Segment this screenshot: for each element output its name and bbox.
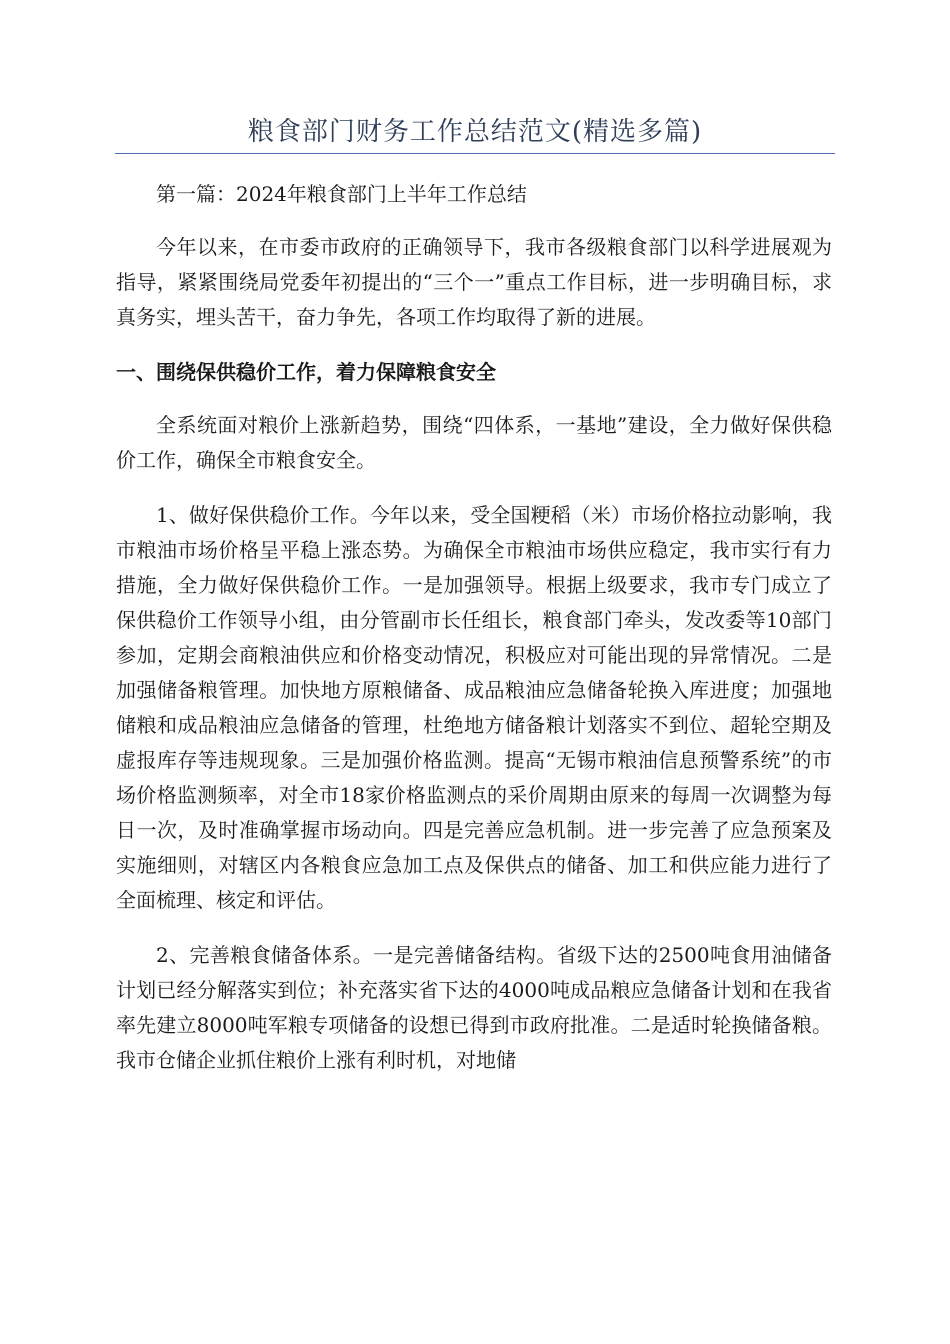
item-1-paragraph: 1、做好保供稳价工作。今年以来，受全国粳稻（米）市场价格拉动影响，我市粮油市场价格呈平稳上涨态势。为确保全市粮油市场供应稳定，我市实行有力措施，全力做好保供稳价工作。一是加强领导。根据上级要求，我市专门成立了保供稳价工作领导小组，由分管副市长任组长，粮食部门牵头，发改委等10部门参加，定期会商粮油供应和价格变动情况，积极应对可能出现的异常情况。二是加强储备粮管理。加快地方原粮储备、成品粮油应急储备轮换入库进度；加强地储粮和成品粮油应急储备的管理，杜绝地方储备粮计划落实不到位、超轮空期及虚报库存等违规现象。三是加强价格监测。提高“无锡市粮油信息预警系统”的市场价格监测频率，对全市18家价格监测点的采价周期由原来的每周一次调整为每日一次，及时准确掌握市场动向。四是完善应急机制。进一步完善了应急预案及实施细则，对辖区内各粮食应急加工点及保供点的储备、加工和供应能力进行了全面梳理、核定和评估。 (116, 503, 832, 912)
chapter-title: 第一篇：2024年粮食部门上半年工作总结 (156, 182, 527, 206)
document-body (116, 177, 832, 1078)
item-2-paragraph: 2、完善粮食储备体系。一是完善储备结构。省级下达的2500吨食用油储备计划已经分解落实到位；补充落实省下达的4000吨成品粮应急储备计划和在我省率先建立8000吨军粮专项储备的设想已得到市政府批准。二是适时轮换储备粮。我市仓储企业抓住粮价上涨有利时机，对地储 (116, 943, 832, 1072)
section-intro-paragraph: 全系统面对粮价上涨新趋势，围绕“四体系，一基地”建设，全力做好保供稳价工作，确保全市粮食安全。 (116, 413, 832, 472)
section-heading: 一、围绕保供稳价工作，着力保障粮食安全 (116, 360, 496, 384)
title-underline (115, 153, 835, 154)
intro-paragraph: 今年以来，在市委市政府的正确领导下，我市各级粮食部门以科学进展观为指导，紧紧围绕局党委年初提出的“三个一”重点工作目标，进一步明确目标，求真务实，埋头苦干，奋力争先，各项工作均取得了新的进展。 (116, 235, 832, 329)
document-title: 粮食部门财务工作总结范文(精选多篇) (247, 117, 703, 147)
